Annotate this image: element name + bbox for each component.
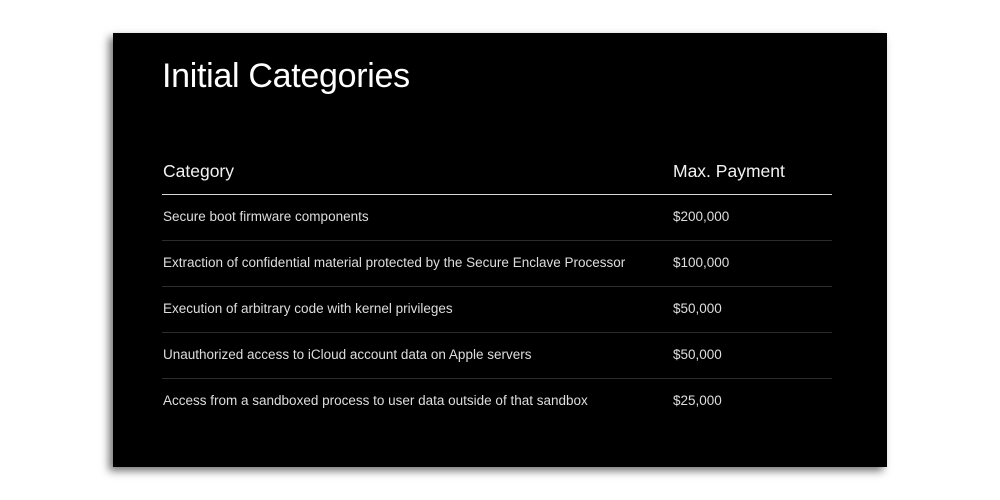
row-category: Extraction of confidential material protected by the Secure Enclave Processor [163,255,626,270]
row-category: Execution of arbitrary code with kernel privileges [163,301,453,316]
table-row [162,241,832,287]
row-payment: $50,000 [673,347,722,362]
row-category: Access from a sandboxed process to user data outside of that sandbox [163,393,588,408]
row-payment: $25,000 [673,393,722,408]
row-category: Secure boot firmware components [163,209,369,224]
row-payment: $200,000 [673,209,730,224]
row-payment: $50,000 [673,301,722,316]
categories-table [162,157,832,424]
table-row [162,195,832,241]
header-max-payment: Max. Payment [673,161,785,181]
slide-title: Initial Categories [162,57,410,95]
table-row [162,333,832,379]
table-row [162,287,832,333]
row-category: Unauthorized access to iCloud account data on Apple servers [163,347,532,362]
table-header [162,157,832,195]
row-payment: $100,000 [673,255,730,270]
presentation-slide [113,33,887,467]
header-category: Category [163,161,235,181]
table-row [162,379,832,424]
